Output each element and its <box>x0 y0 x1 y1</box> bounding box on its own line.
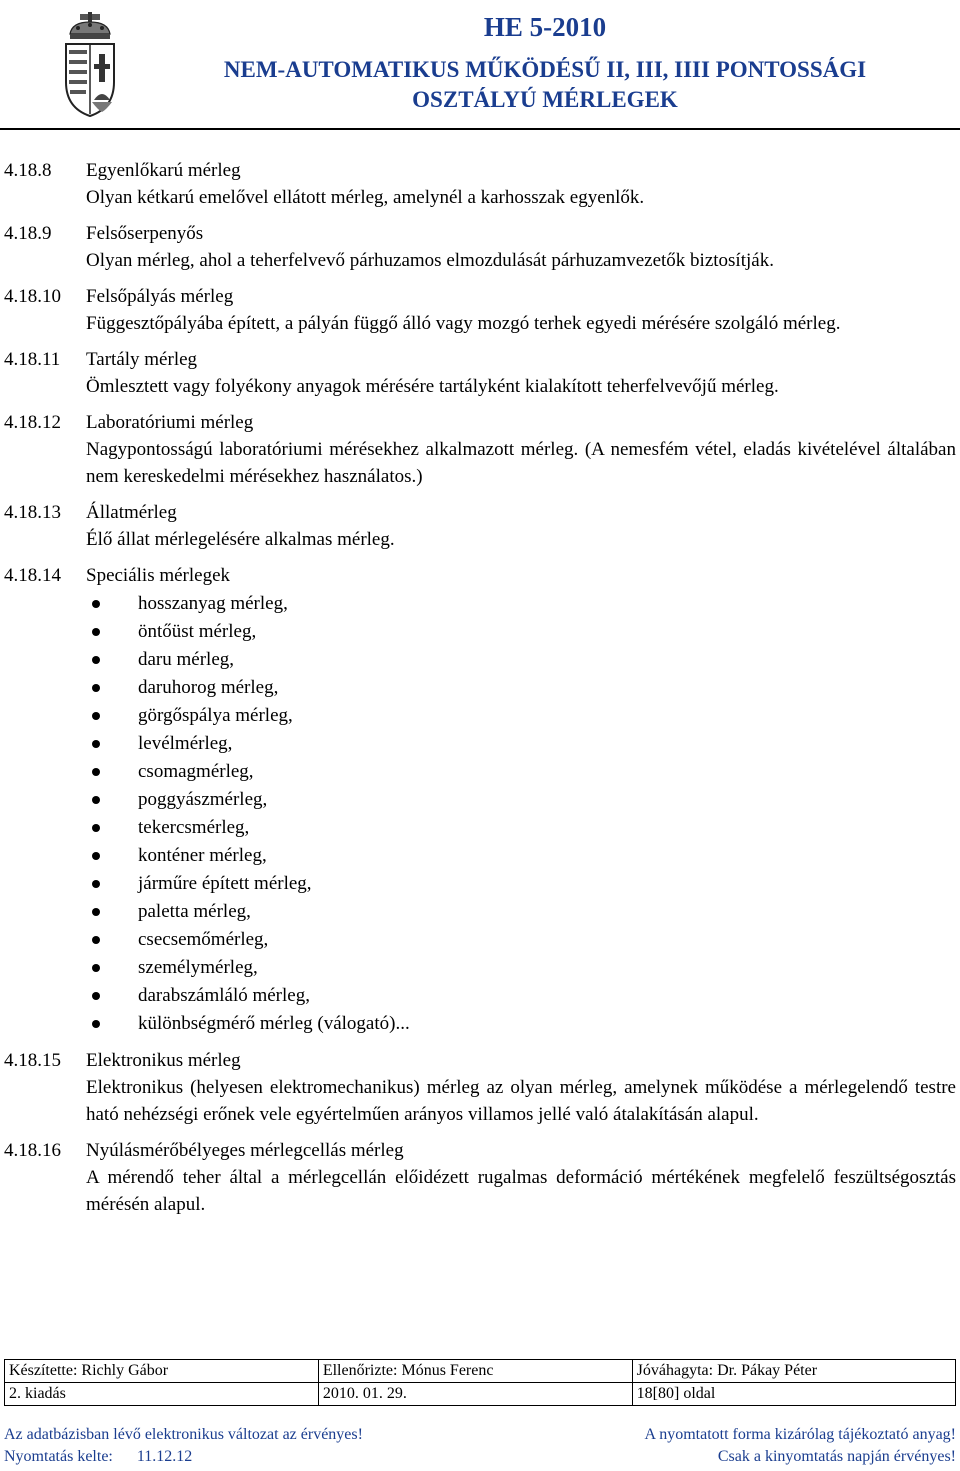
bullet-icon <box>92 768 100 776</box>
bullet-icon <box>92 852 100 860</box>
page-number-cell: 18[80] oldal <box>632 1383 955 1406</box>
section-number: 4.18.16 <box>4 1140 61 1161</box>
section-4-18-11 <box>4 346 956 400</box>
print-info-line <box>4 1448 956 1466</box>
header-divider <box>0 128 960 130</box>
section-4-18-14 <box>4 562 956 1038</box>
list-item: öntőüst mérleg, <box>86 618 956 646</box>
bullet-icon <box>92 712 100 720</box>
section-text: Nagypontosságú laboratóriumi mérésekhez alkalmazott mérleg. (A nemesfém vétel, eladás kivételével általában nem kereskedelmi mérésekhez használatos.) <box>86 439 956 487</box>
list-item: járműre épített mérleg, <box>86 870 956 898</box>
bullet-icon <box>92 908 100 916</box>
bullet-icon <box>92 684 100 692</box>
section-text: Ömlesztett vagy folyékony anyagok mérésére tartályként kialakított teherfelvevőjű mérleg. <box>86 376 779 397</box>
table-row <box>5 1360 956 1383</box>
bullet-icon <box>92 1020 100 1028</box>
section-title: Tartály mérleg <box>86 349 198 370</box>
section-4-18-10 <box>4 283 956 337</box>
section-title: Egyenlőkarú mérleg <box>86 160 241 181</box>
section-number: 4.18.11 <box>4 349 61 370</box>
list-item: különbségmérő mérleg (válogató)... <box>86 1010 956 1038</box>
list-item: hosszanyag mérleg, <box>86 590 956 618</box>
section-title: Állatmérleg <box>86 502 177 523</box>
section-title: Elektronikus mérleg <box>86 1050 241 1071</box>
bullet-icon <box>92 964 100 972</box>
approval-table <box>4 1359 956 1406</box>
list-item: darabszámláló mérleg, <box>86 982 956 1010</box>
list-item: csomagmérleg, <box>86 758 956 786</box>
bullet-icon <box>92 936 100 944</box>
bullet-icon <box>92 796 100 804</box>
list-item: személymérleg, <box>86 954 956 982</box>
section-4-18-8 <box>4 157 956 211</box>
section-title: Laboratóriumi mérleg <box>86 412 254 433</box>
bullet-icon <box>92 628 100 636</box>
checked-by-cell: Ellenőrizte: Mónus Ferenc <box>318 1360 632 1383</box>
bullet-icon <box>92 824 100 832</box>
section-text: Olyan kétkarú emelővel ellátott mérleg, amelynél a karhosszak egyenlők. <box>86 187 645 208</box>
section-4-18-12 <box>4 409 956 490</box>
hungarian-coat-of-arms-icon <box>58 12 122 120</box>
edition-cell: 2. kiadás <box>5 1383 319 1406</box>
section-text: Elektronikus (helyesen elektromechanikus) mérleg az olyan mérleg, amelynek működése a mérlegelendő testre ható nehézségi erőnek vele egyértelműen arányos villamos jellé való átalakításán alapul. <box>86 1077 956 1125</box>
section-number: 4.18.14 <box>4 565 61 586</box>
section-number: 4.18.15 <box>4 1050 61 1071</box>
list-item: konténer mérleg, <box>86 842 956 870</box>
page-header <box>0 0 960 130</box>
print-date: Nyomtatás kelte: 11.12.12 <box>4 1448 193 1465</box>
section-number: 4.18.9 <box>4 223 52 244</box>
section-number: 4.18.8 <box>4 160 52 181</box>
section-title: Speciális mérlegek <box>86 565 231 586</box>
electronic-version-note: Az adatbázisban lévő elektronikus változat az érvényes! <box>4 1426 363 1443</box>
title-line-2: OSZTÁLYÚ MÉRLEGEK <box>412 87 678 112</box>
section-title: Felsőpályás mérleg <box>86 286 234 307</box>
section-text: Függesztőpályába épített, a pályán függő álló vagy mozgó terhek egyedi mérésére szolgáló mérleg. <box>86 313 841 334</box>
list-item: görgőspálya mérleg, <box>86 702 956 730</box>
printed-version-note: A nyomtatott forma kizárólag tájékoztató anyag! <box>644 1426 956 1443</box>
special-scales-list <box>86 590 956 1038</box>
document-body <box>4 157 956 1227</box>
approved-by-cell: Jóváhagyta: Dr. Pákay Péter <box>632 1360 955 1383</box>
section-text: A mérendő teher által a mérlegcellán előidézett rugalmas deformáció mértékének megfelelő feszültségosztás mérésén alapul. <box>86 1167 956 1215</box>
prepared-by-cell: Készítette: Richly Gábor <box>5 1360 319 1383</box>
document-code: HE 5-2010 <box>483 12 607 42</box>
section-text: Élő állat mérlegelésére alkalmas mérleg. <box>86 529 395 550</box>
section-4-18-13 <box>4 499 956 553</box>
title-line-1: NEM-AUTOMATIKUS MŰKÖDÉSŰ II, III, IIII PONTOSSÁGI <box>223 57 867 82</box>
list-item: daruhorog mérleg, <box>86 674 956 702</box>
list-item: tekercsmérleg, <box>86 814 956 842</box>
list-item: paletta mérleg, <box>86 898 956 926</box>
section-number: 4.18.13 <box>4 502 61 523</box>
bullet-icon <box>92 880 100 888</box>
list-item: poggyászmérleg, <box>86 786 956 814</box>
section-4-18-16 <box>4 1137 956 1218</box>
section-4-18-9 <box>4 220 956 274</box>
section-title: Nyúlásmérőbélyeges mérlegcellás mérleg <box>86 1140 404 1161</box>
bullet-icon <box>92 656 100 664</box>
section-text: Olyan mérleg, ahol a teherfelvevő párhuzamos elmozdulását párhuzamvezetők biztosítják. <box>86 250 774 271</box>
list-item: levélmérleg, <box>86 730 956 758</box>
section-number: 4.18.10 <box>4 286 61 307</box>
section-4-18-15 <box>4 1047 956 1128</box>
section-number: 4.18.12 <box>4 412 61 433</box>
section-title: Felsőserpenyős <box>86 223 204 244</box>
list-item: csecsemőmérleg, <box>86 926 956 954</box>
bullet-icon <box>92 992 100 1000</box>
validity-note-line <box>4 1426 956 1444</box>
bullet-icon <box>92 600 100 608</box>
document-title <box>130 55 960 115</box>
list-item: daru mérleg, <box>86 646 956 674</box>
print-validity-note: Csak a kinyomtatás napján érvényes! <box>717 1448 956 1465</box>
date-cell: 2010. 01. 29. <box>318 1383 632 1406</box>
bullet-icon <box>92 740 100 748</box>
table-row <box>5 1383 956 1406</box>
